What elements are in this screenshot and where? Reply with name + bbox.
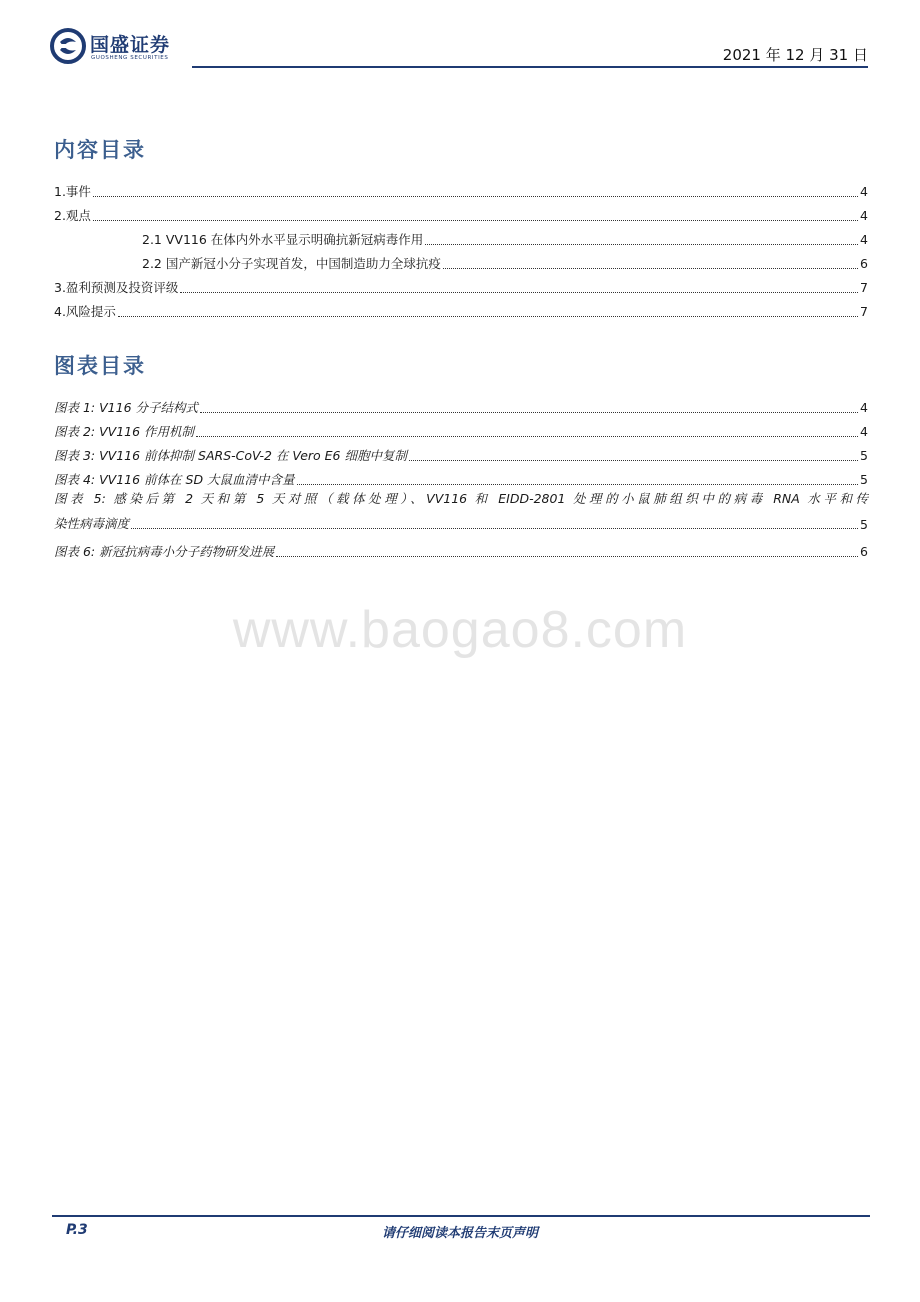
toc-item-4[interactable] [54,298,868,320]
figure-item-label: 图表 4: VV116 前体在 SD 大鼠血清中含量 [54,472,295,487]
leader-dots [196,435,858,437]
figures-title: 图表目录 [54,353,146,378]
figure-item-label: 图表 3: VV116 前体抑制 SARS-CoV-2 在 Vero E6 细胞中复制 [54,448,407,463]
figure-item-continuation [54,510,868,532]
toc-item-label: 1.事件 [54,184,91,199]
toc-item-label: 4.风险提示 [54,304,116,319]
figure-item-4[interactable] [54,466,868,488]
leader-dots [93,195,858,197]
disclaimer-note: 请仔细阅读本报告末页声明 [381,1226,538,1241]
figure-item-label: 图表 6: 新冠抗病毒小分子药物研发进展 [54,544,275,559]
toc-title: 内容目录 [54,137,146,162]
leader-dots [276,555,858,557]
figure-item-page: 5 [860,448,868,463]
toc-item-3[interactable] [54,274,868,296]
toc-item-page: 4 [860,232,868,247]
toc-item-2-2[interactable] [142,250,868,272]
company-logo [50,28,200,68]
page-number: P.3 [66,1222,88,1238]
toc-item-page: 6 [860,256,868,271]
toc-item-page: 7 [860,304,868,319]
figure-item-1[interactable] [54,394,868,416]
toc-item-label: 2.1 VV116 在体内外水平显示明确抗新冠病毒作用 [142,232,424,247]
page-header [0,0,920,72]
figure-item-5[interactable] [54,488,868,532]
logo-subtext: GUOSHENG SECURITIES [91,55,169,61]
figure-item-6[interactable] [54,538,868,560]
leader-dots [200,411,858,413]
figure-item-page: 5 [860,472,868,487]
toc-item-2-1[interactable] [142,226,868,248]
footer-divider [52,1215,870,1217]
figure-item-label: 图表 1: V116 分子结构式 [54,400,198,415]
leader-dots [118,315,858,317]
leader-dots [93,219,858,221]
toc-item-page: 4 [860,208,868,223]
figure-item-label: 图表 2: VV116 作用机制 [54,424,195,439]
figure-item-page: 6 [860,544,868,559]
header-divider [192,66,868,68]
toc-item-1[interactable] [54,178,868,200]
watermark: www.baogao8.com [232,601,688,659]
toc-item-label: 2.观点 [54,208,91,223]
figure-item-page: 5 [860,517,868,532]
leader-dots [180,291,858,293]
figure-item-page: 4 [860,400,868,415]
toc-item-page: 7 [860,280,868,295]
leader-dots [443,267,858,269]
toc-item-label: 2.2 国产新冠小分子实现首发，中国制造助力全球抗疫 [142,256,441,271]
leader-dots [409,459,858,461]
logo-text: 国盛证券 [90,34,171,56]
figure-item-page: 4 [860,424,868,439]
leader-dots [131,527,858,529]
figure-item-2[interactable] [54,418,868,440]
toc-item-2[interactable] [54,202,868,224]
logo-icon [50,28,86,64]
figure-item-3[interactable] [54,442,868,464]
toc-item-label: 3.盈利预测及投资评级 [54,280,179,295]
leader-dots [297,483,858,485]
toc-item-page: 4 [860,184,868,199]
report-date: 2021 年 12 月 31 日 [722,46,868,64]
leader-dots [425,243,858,245]
figure-item-label-cont: 染性病毒滴度 [54,516,130,531]
figure-item-label: 图表 5: 感染后第 2 天和第 5 天对照（载体处理）、VV116 和 EIDD-2801 处理的小鼠肺组织中的病毒 RNA 水平和传 [54,491,868,506]
